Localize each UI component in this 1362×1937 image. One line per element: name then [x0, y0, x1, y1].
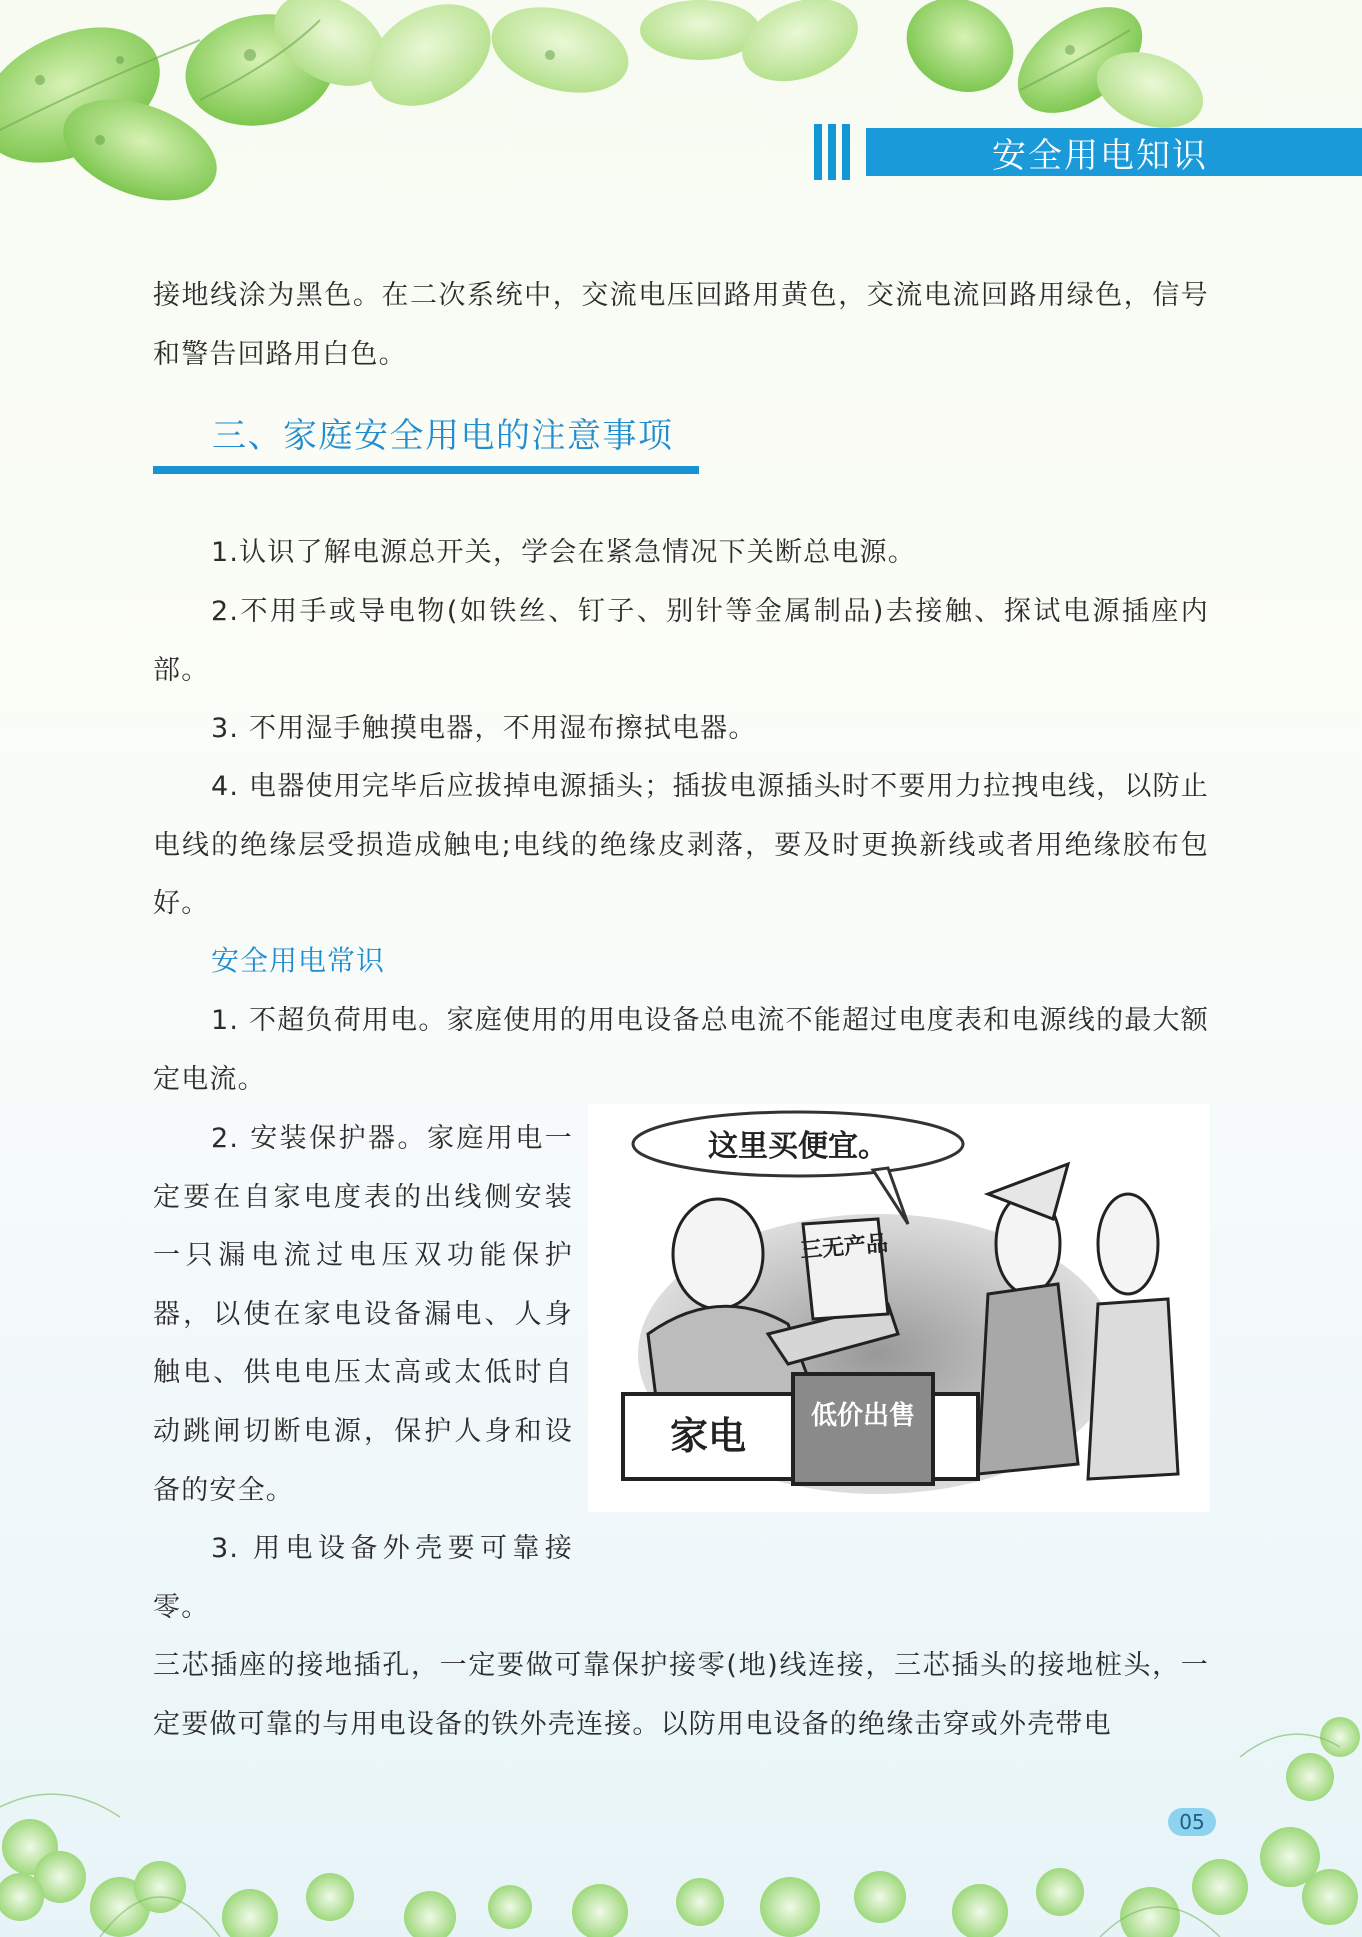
header-bar: [814, 124, 1362, 180]
header-stripe: [814, 124, 822, 180]
list-item: 4. 电器使用完毕后应拔掉电源插头；插拔电源插头时不要用力拉拽电线，以防止电线的绝缘层受损造成触电;电线的绝缘皮剥落，要及时更换新线或者用绝缘胶布包好。: [153, 771, 1209, 919]
leaf-decoration: [0, 0, 1362, 230]
counter-sign-text: 家电: [669, 1414, 747, 1458]
section-title: 三、家庭安全用电的注意事项: [212, 416, 674, 456]
tip-detail-paragraph: 三芯插座的接地插孔，一定要做可靠保护接零(地)线连接，三芯插头的接地桩头，一定要做可靠的与用电设备的铁外壳连接。以防用电设备的绝缘击穿或外壳带电: [153, 1650, 1209, 1740]
header-title: 安全用电知识: [992, 136, 1208, 176]
header-stripe: [842, 124, 850, 180]
list-item: 3. 不用湿手触摸电器，不用湿布擦拭电器。: [211, 713, 757, 744]
tip-paragraph: 3. 用电设备外壳要可靠接零。: [153, 1533, 573, 1623]
tip-paragraph: 1. 不超负荷用电。家庭使用的用电设备总电流不能超过电度表和电源线的最大额定电流。: [153, 1005, 1209, 1095]
clover-decoration: [0, 1657, 1362, 1937]
page-number: 05: [1168, 1808, 1216, 1836]
subheading: 安全用电常识: [211, 944, 386, 977]
speech-text: 这里买便宜。: [708, 1129, 888, 1164]
tip-paragraph: 2. 安装保护器。家庭用电一定要在自家电度表的出线侧安装一只漏电流过电压双功能保护器，以使在家电设备漏电、人身触电、供电电压太高或太低时自动跳闸切断电源，保护人身和设备的安全。: [153, 1123, 573, 1506]
header-stripe: [828, 124, 836, 180]
sale-sign-text: 低价出售: [810, 1401, 916, 1431]
header-band: [866, 128, 1362, 176]
cartoon-illustration: [588, 1104, 1210, 1512]
intro-paragraph: 接地线涂为黑色。在二次系统中，交流电压回路用黄色，交流电流回路用绿色，信号和警告回路用白色。: [153, 280, 1209, 370]
box-label: 三无产品: [799, 1231, 890, 1264]
list-item: 1.认识了解电源总开关，学会在紧急情况下关断总电源。: [211, 537, 916, 568]
list-item: 2.不用手或导电物(如铁丝、钉子、别针等金属制品)去接触、探试电源插座内部。: [153, 596, 1209, 686]
section-underline: [153, 466, 699, 474]
